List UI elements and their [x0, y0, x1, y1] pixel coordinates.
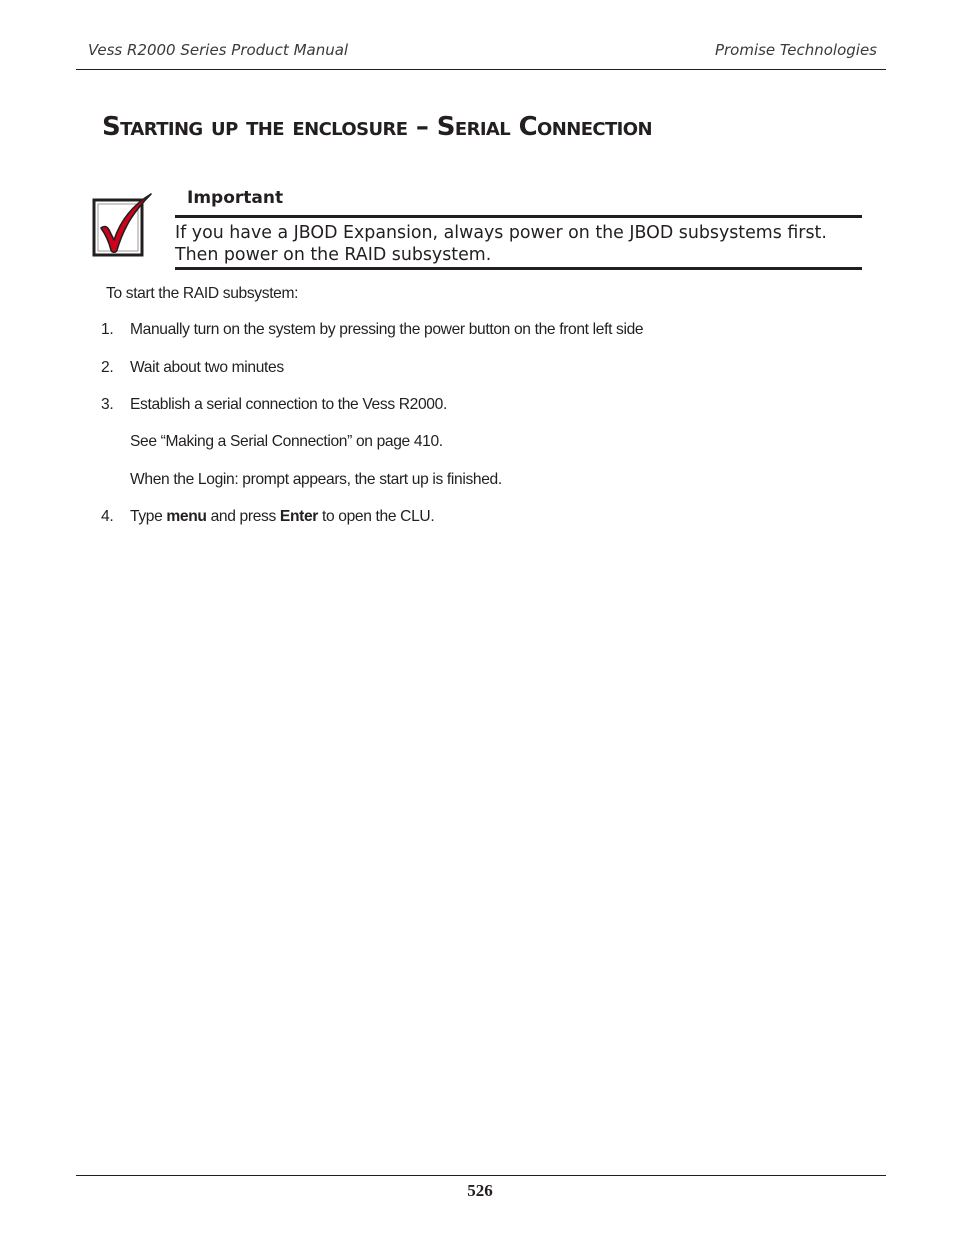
- step-text-part: and press: [206, 508, 280, 525]
- header-company: Promise Technologies: [714, 41, 877, 59]
- step-number: 1.: [101, 321, 114, 338]
- page-number: 526: [467, 1181, 493, 1200]
- step-number: 2.: [101, 359, 114, 376]
- step-number: 3.: [101, 396, 114, 413]
- important-label: Important: [187, 188, 284, 208]
- footer-rule: [76, 1175, 886, 1176]
- step-text: Establish a serial connection to the Vess R2000.: [130, 396, 447, 413]
- step-note: When the Login: prompt appears, the start up is finished.: [130, 471, 502, 488]
- step-text-part: Type: [130, 508, 167, 525]
- important-top-rule: [175, 215, 862, 218]
- command-menu: menu: [166, 508, 207, 525]
- section-title: Starting up the enclosure – Serial Connection: [102, 112, 652, 142]
- checkmark-icon: [91, 192, 155, 258]
- step-note: See “Making a Serial Connection” on page 410.: [130, 433, 443, 450]
- key-enter: Enter: [279, 508, 319, 525]
- step-number: 4.: [101, 508, 114, 525]
- important-note-text: If you have a JBOD Expansion, always power on the JBOD subsystems first. Then power on the RAID subsystem.: [175, 223, 827, 265]
- step-text: [130, 508, 434, 526]
- step-text-part: to open the CLU.: [318, 508, 435, 525]
- step-text: Manually turn on the system by pressing the power button on the front left side: [130, 321, 644, 338]
- running-header: [76, 40, 886, 70]
- checkmark-icon-graphic: [91, 192, 155, 258]
- important-bottom-rule: [175, 267, 862, 270]
- step-text: Wait about two minutes: [130, 359, 284, 376]
- intro-text: To start the RAID subsystem:: [106, 285, 299, 302]
- header-manual-title: Vess R2000 Series Product Manual: [88, 41, 349, 59]
